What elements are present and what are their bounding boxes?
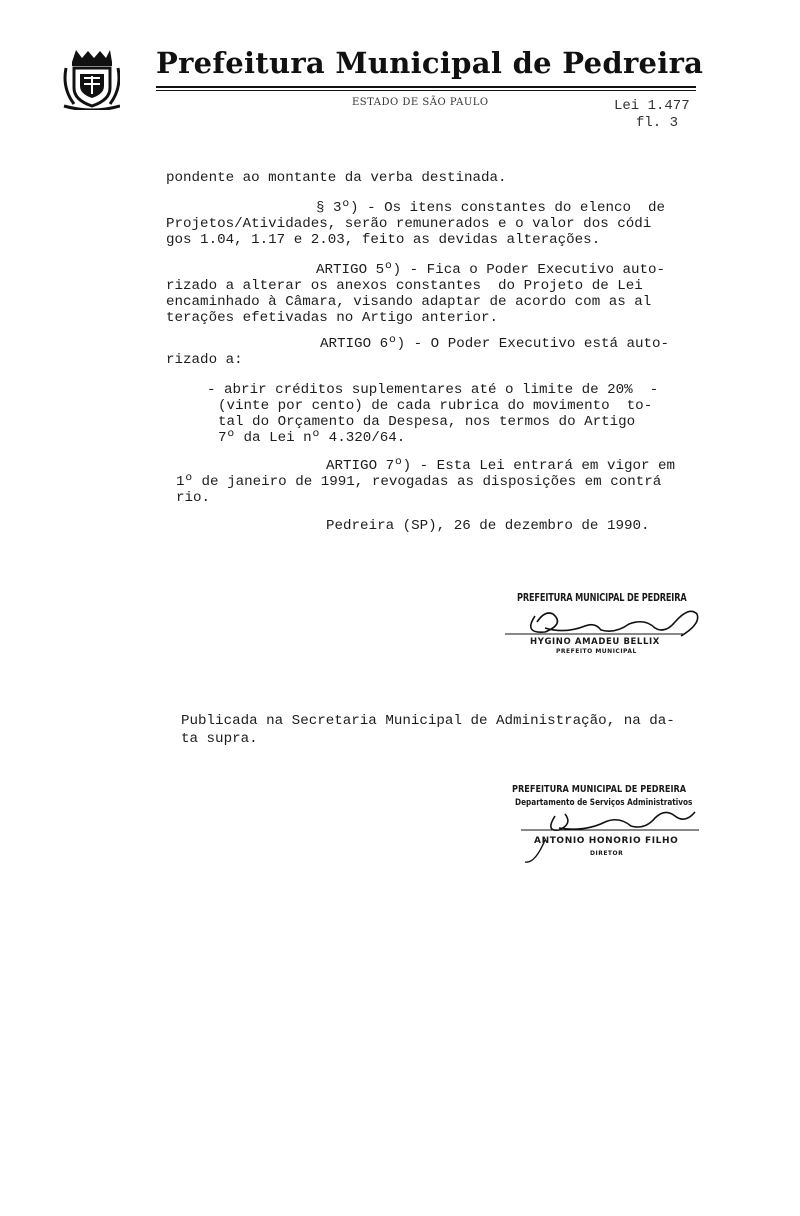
state-subtitle: ESTADO DE SÃO PAULO (352, 97, 489, 108)
body-line: rio. (176, 490, 211, 506)
body-line: gos 1.04, 1.17 e 2.03, feito as devidas alterações. (166, 232, 601, 248)
sheet-number: fl. 3 (636, 115, 679, 131)
header-rule (156, 86, 696, 88)
body-line: (vinte por cento) de cada rubrica do movimento to- (218, 398, 653, 414)
body-line: ARTIGO 7º) - Esta Lei entrará em vigor em (326, 458, 676, 474)
mayor-stamp: PREFEITURA MUNICIPAL DE PEDREIRA (517, 592, 687, 604)
header-rule-thin (156, 90, 696, 91)
body-line: Projetos/Atividades, serão remunerados e o valor dos códi (166, 216, 652, 232)
department-stamp: PREFEITURA MUNICIPAL DE PEDREIRA (512, 784, 687, 795)
body-line: rizado a alterar os anexos constantes do Projeto de Lei (166, 278, 643, 294)
body-line: ARTIGO 6º) - O Poder Executivo está auto- (320, 336, 670, 352)
body-line: Publicada na Secretaria Municipal de Administração, na da- (181, 713, 675, 729)
mayor-role: PREFEITO MUNICIPAL (556, 648, 637, 655)
body-line: ARTIGO 5º) - Fica o Poder Executivo auto- (316, 262, 666, 278)
place-date: Pedreira (SP), 26 de dezembro de 1990. (326, 518, 650, 534)
body-line: - abrir créditos suplementares até o limite de 20% - (207, 382, 659, 398)
law-reference: Lei 1.477 (614, 98, 690, 114)
body-line: 1º de janeiro de 1991, revogadas as disposições em contrá (176, 474, 662, 490)
municipal-coat-of-arms-icon (62, 48, 120, 110)
body-line: tal do Orçamento da Despesa, nos termos do Artigo (218, 414, 636, 430)
body-line: 7º da Lei nº 4.320/64. (218, 430, 406, 446)
municipality-title: Prefeitura Municipal de Pedreira (156, 46, 704, 80)
mayor-name: HYGINO AMADEU BELLIX (530, 637, 660, 647)
body-line: rizado a: (166, 352, 243, 368)
director-role: DIRETOR (590, 850, 624, 857)
director-name: ANTONIO HONORIO FILHO (534, 836, 679, 846)
body-line: § 3º) - Os itens constantes do elenco de (316, 200, 666, 216)
body-line: pondente ao montante da verba destinada. (166, 170, 507, 186)
body-line: terações efetivadas no Artigo anterior. (166, 310, 499, 326)
department-stamp-subtitle: Departamento de Serviços Administrativos (515, 798, 693, 808)
body-line: encaminhado à Câmara, visando adaptar de acordo com as al (166, 294, 652, 310)
body-line: ta supra. (181, 731, 258, 747)
